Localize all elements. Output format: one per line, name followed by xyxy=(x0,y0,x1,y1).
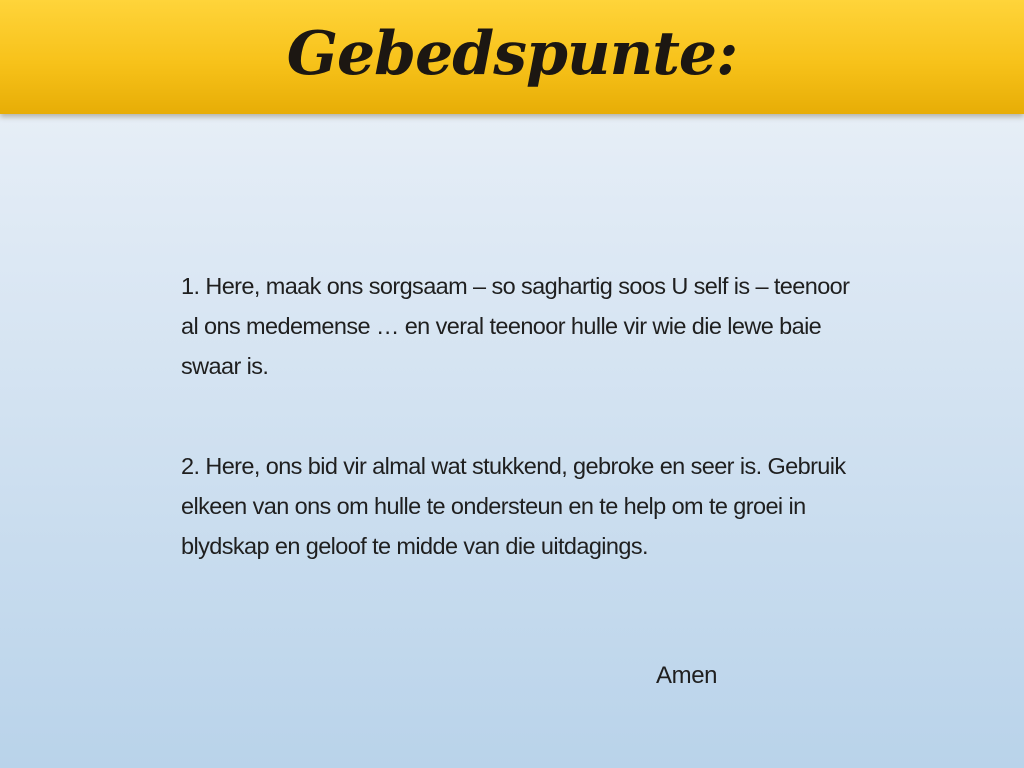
closing-amen: Amen xyxy=(656,662,718,689)
slide-title: Gebedspunte: xyxy=(286,19,738,89)
prayer-point-2: 2. Here, ons bid vir almal wat stukkend, gebroke en seer is. Gebruik elkeen van ons om hulle te ondersteun en te help om te groei in blydskap en geloof te midde van die uitdagings. xyxy=(181,453,846,559)
title-banner xyxy=(0,0,1024,114)
prayer-points xyxy=(181,266,861,566)
prayer-point-1: 1. Here, maak ons sorgsaam – so saghartig soos U self is – teenoor al ons medemense … en veral teenoor hulle vir wie die lewe baie swaar is. xyxy=(181,273,850,379)
